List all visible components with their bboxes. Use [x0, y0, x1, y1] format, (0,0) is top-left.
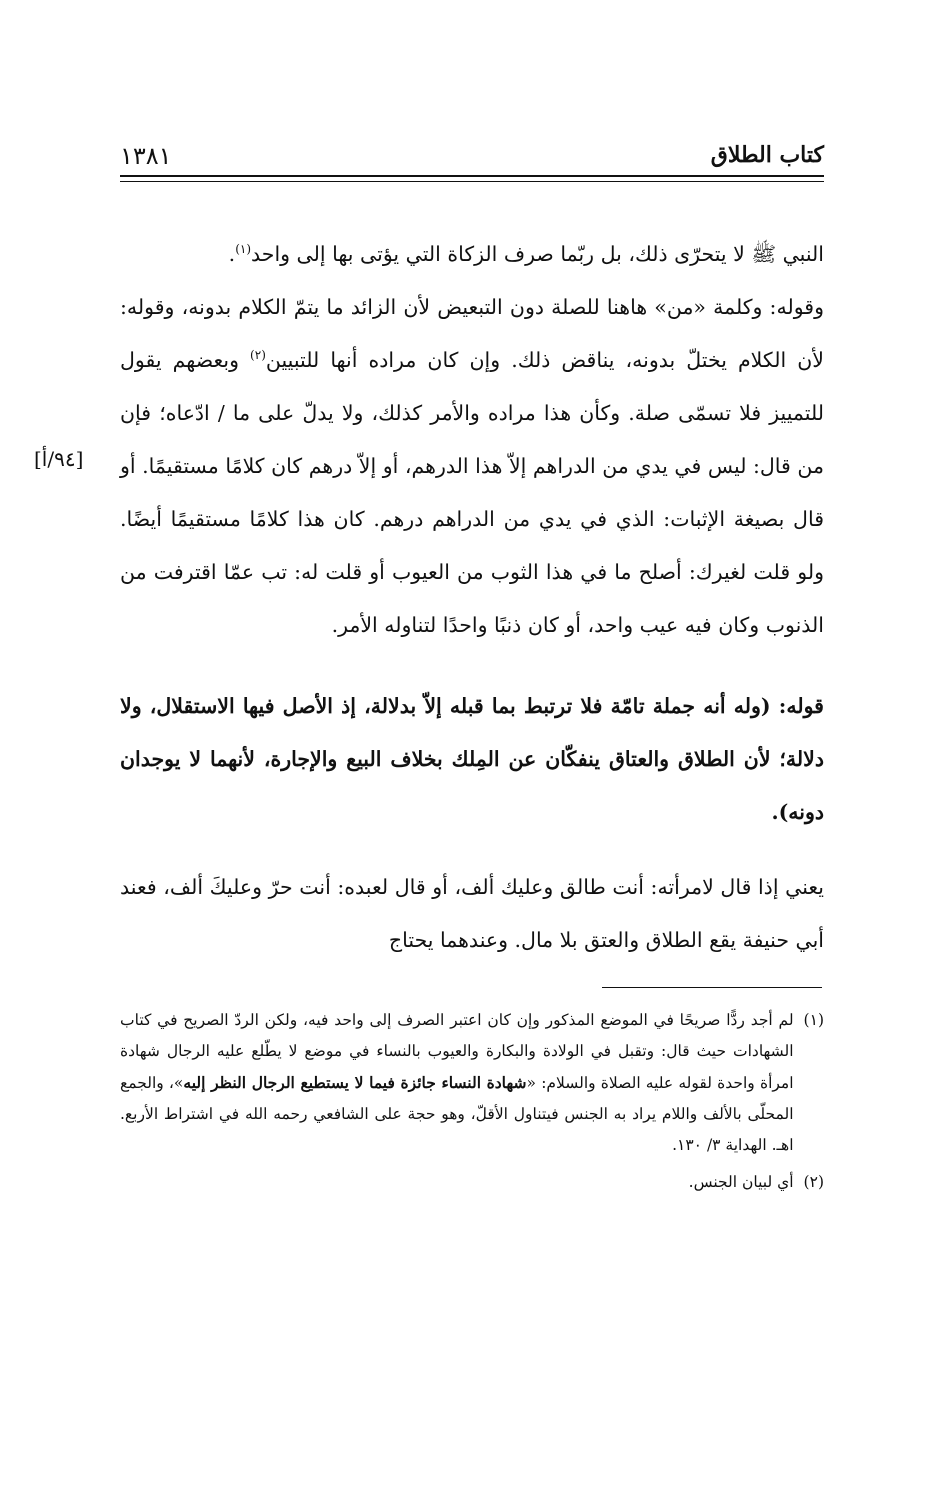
footnote-2-text: أي لبيان الجنس.: [688, 1173, 794, 1191]
page-number: ١٣٨١: [120, 142, 172, 170]
footnote-1-text: [120, 1005, 794, 1161]
paragraph-1-end: .: [228, 242, 236, 266]
paragraph-2-continued: وبعضهم يقول للتمييز فلا تسمّى صلة. وكأن هذا مراده والأمر كذلك، ولا يدلّ على ما / ادّعاه؛ فإن من قال: ليس في يدي من الدراهم إلاّ هذا الدرهم، أو إلاّ درهم كان كلامًا مستقيمًا. أو قال بصيغة الإثبات: الذي في يدي من الدراهم درهم. كان هذا كلامًا مستقيمًا أيضًا. ولو قلت لغيرك: أصلح ما في هذا الثوب من العيوب أو قلت له: تب عمّا اقترفت من الذنوب وكان فيه عيب واحد، أو كان ذنبًا واحدًا لتناوله الأمر.: [120, 348, 824, 637]
paragraph-3: يعني إذا قال لامرأته: أنت طالق وعليك ألف، أو قال لعبده: أنت حرّ وعليكَ ألف، فعند أبي حنيفة يقع الطلاق والعتق بلا مال. وعندهما يحتاج: [120, 875, 824, 952]
page-header: [120, 138, 824, 178]
footnote-2: [120, 1167, 824, 1198]
paragraph-1: [120, 228, 824, 281]
paragraph-2-text: وقوله: وكلمة «من» هاهنا للصلة دون التبعيض لأن الزائد ما يتمّ الكلام بدونه، وقوله: لأن الكلام يختلّ بدونه، يناقض ذلك. وإن كان مراده أنها للتبيين: [120, 295, 824, 372]
manuscript-folio-reference: [٩٤/أ]: [34, 447, 84, 471]
footnotes: [120, 1005, 824, 1204]
paragraph-2: [120, 281, 824, 652]
footnote-1: [120, 1005, 824, 1161]
running-title: كتاب الطلاق: [710, 142, 824, 168]
footnote-1-hadith: شهادة النساء جائزة فيما لا يستطيع الرجال النظر إليه: [183, 1073, 527, 1092]
header-rule-thick: [120, 175, 824, 177]
footnote-2-number: (٢): [803, 1173, 824, 1191]
commented-passage-label: قوله:: [770, 694, 824, 718]
footnote-1-text-a: لم أجد ردًّا صريحًا في الموضع المذكور وإن كان اعتبر الصرف إلى واحد فيه، ولكن الردّ الصريح في كتاب الشهادات حيث قال: وتقبل في الولادة والبكارة والعيوب بالنساء في موضع لا يطّلع عليه الرجال شهادة امرأة واحدة لقوله عليه الصلاة والسلام: «: [120, 1011, 794, 1092]
commented-passage-text: (وله أنه جملة تامّة فلا ترتبط بما قبله إلاّ بدلالة، إذ الأصل فيها الاستقلال، ولا دلالة؛ لأن الطلاق والعتاق ينفكّان عن المِلك بخلاف البيع والإجارة، لأنهما لا يوجدان دونه).: [120, 694, 824, 824]
footnote-marker-1: (١): [235, 242, 252, 257]
header-rule-thin: [120, 181, 824, 182]
paragraph-1-text: النبي ﷺ لا يتحرّى ذلك، بل ربّما صرف الزكاة التي يؤتى بها إلى واحد: [251, 242, 824, 266]
footnote-marker-2: (٢): [250, 348, 266, 363]
main-text: [120, 228, 824, 967]
commented-passage: [120, 680, 824, 839]
footnote-separator: [602, 987, 822, 988]
footnote-1-number: (١): [803, 1011, 824, 1029]
footnote-1-text-b: »، والجمع المحلّى بالألف واللام يراد به الجنس فيتناول الأقلّ، وهو حجة على الشافعي رحمه الله في اشتراط الأربع. اهـ. الهداية ٣/ ١٣٠.: [120, 1074, 794, 1154]
